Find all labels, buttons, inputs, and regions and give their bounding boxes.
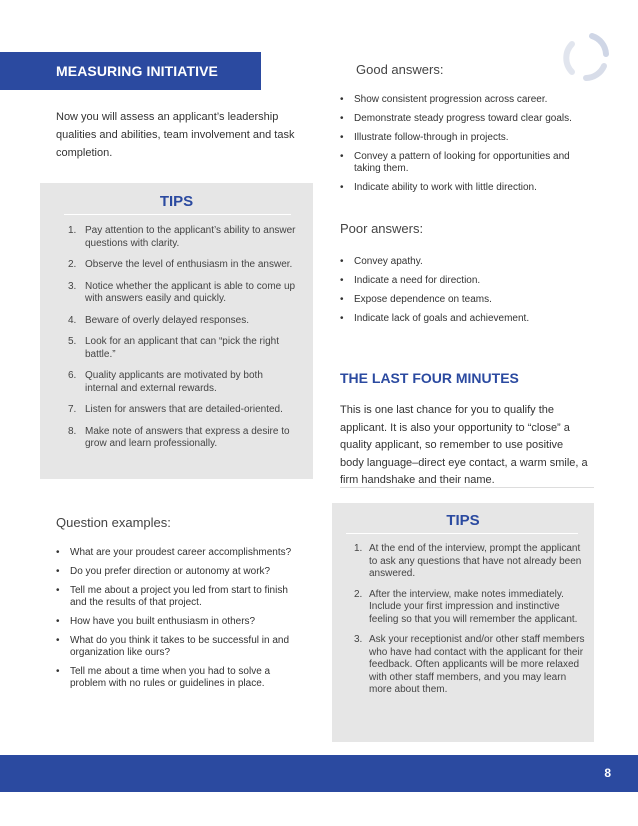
intro-paragraph: Now you will assess an applicant’s leadership qualities and abilities, team involvement and task completion. [56, 111, 295, 159]
tips-item-text: Ask your receptionist and/or other staff members who have had contact with the applicant for their feedback. Often applicants will be more relaxed with other staff members, and you may learn more about them. [369, 634, 585, 695]
question-examples-list [56, 547, 306, 697]
tips-item [68, 281, 298, 306]
tips-item [68, 426, 298, 451]
tips-item-text: Observe the level of enthusiasm in the answer. [85, 259, 293, 270]
list-item [340, 294, 590, 306]
list-item-text: Illustrate follow-through in projects. [354, 132, 509, 143]
tips-divider [346, 533, 578, 534]
bullet-icon: • [340, 275, 344, 286]
section-divider [340, 487, 594, 488]
list-item-text: Tell me about a project you led from start to finish and the results of that project. [70, 585, 288, 608]
circular-swirl-logo-icon [562, 30, 610, 86]
list-item [340, 132, 595, 144]
bullet-icon: • [340, 294, 344, 305]
tips-item-number: 7. [68, 404, 77, 415]
list-item [56, 666, 306, 690]
tips-divider [64, 214, 291, 215]
list-item-text: Demonstrate steady progress toward clear goals. [354, 113, 572, 124]
list-item [56, 616, 306, 628]
bullet-icon: • [340, 151, 344, 162]
tips-item [68, 370, 298, 395]
section-title-bar [0, 52, 261, 90]
list-item [340, 256, 590, 268]
tips-item-text: Beware of overly delayed responses. [85, 314, 249, 326]
tips-item-number: 3. [354, 634, 363, 645]
list-item [340, 275, 590, 287]
list-item-text: How have you built enthusiasm in others? [70, 616, 256, 627]
list-item-text: Indicate ability to work with little direction. [354, 182, 537, 193]
tips-item [354, 589, 590, 627]
tips-item-text: Pay attention to the applicant’s ability to answer questions with clarity. [85, 225, 296, 249]
bullet-icon: • [56, 566, 60, 577]
tips-item [68, 225, 298, 250]
list-item [340, 313, 590, 325]
bullet-icon: • [56, 666, 60, 677]
tips-item-number: 2. [354, 588, 363, 600]
tips-item-number: 1. [68, 225, 77, 236]
tips-item-text: At the end of the interview, prompt the applicant to ask any questions that have not already been answered. [369, 543, 582, 579]
last-four-minutes-heading: THE LAST FOUR MINUTES [340, 370, 519, 386]
tips-item-number: 2. [68, 259, 77, 270]
tips-item-text: Notice whether the applicant is able to come up with answers easily and quickly. [85, 280, 296, 304]
footer-bar [0, 755, 638, 792]
tips-item-text: Quality applicants are motivated by both internal and external rewards. [85, 370, 263, 394]
tips-box-left [40, 183, 313, 479]
bullet-icon: • [56, 547, 60, 558]
bullet-icon: • [340, 313, 344, 324]
list-item [56, 566, 306, 578]
list-item-text: Convey apathy. [354, 256, 423, 267]
list-item-text: Do you prefer direction or autonomy at work? [70, 566, 271, 577]
bullet-icon: • [340, 113, 344, 124]
tips-item-number: 1. [354, 543, 363, 554]
tips-list [68, 225, 298, 460]
list-item-text: Tell me about a time when you had to solve a problem with no rules or guidelines in place. [70, 666, 271, 689]
bullet-icon: • [56, 585, 60, 596]
bullet-icon: • [340, 94, 344, 105]
list-item [340, 113, 595, 125]
poor-answers-heading: Poor answers: [340, 221, 424, 236]
tips-item [68, 259, 298, 272]
tips-item-text: Make note of answers that express a desire to grow and learn professionally. [85, 425, 290, 449]
list-item-text: What are your proudest career accomplishments? [70, 547, 292, 558]
tips-list [354, 543, 590, 705]
list-item-text: What do you think it takes to be successful in and organization like ours? [70, 635, 290, 658]
bullet-icon: • [56, 616, 60, 627]
tips-title: TIPS [159, 193, 194, 210]
tips-item [68, 315, 298, 328]
tips-item-number: 8. [68, 425, 77, 437]
list-item [56, 635, 306, 659]
tips-item [354, 543, 590, 581]
bullet-icon: • [340, 182, 344, 193]
last-four-minutes-body: This is one last chance for you to qualify the applicant. It is also your opportunity to “close” a quality applicant, so remember to use positive body language–direct eye contact, a warm smile, a firm handshake and their name. [340, 404, 588, 486]
bullet-icon: • [340, 256, 344, 267]
list-item-text: Show consistent progression across career. [354, 94, 548, 105]
poor-answers-list [340, 256, 590, 332]
list-item [340, 182, 595, 194]
list-item-text: Indicate lack of goals and achievement. [354, 313, 530, 324]
bullet-icon: • [56, 635, 60, 646]
tips-item-text: Look for an applicant that can “pick the right battle.” [85, 336, 280, 360]
list-item-text: Convey a pattern of looking for opportunities and taking them. [354, 151, 570, 174]
tips-item [68, 336, 298, 361]
good-answers-heading: Good answers: [356, 62, 444, 77]
tips-item-text: Listen for answers that are detailed-oriented. [85, 404, 283, 415]
section-title: MEASURING INITIATIVE [56, 63, 218, 79]
tips-item-number: 5. [68, 336, 77, 347]
list-item [340, 94, 595, 106]
list-item [56, 585, 306, 609]
tips-box-right [332, 503, 594, 742]
tips-item-text: After the interview, make notes immediately. Include your first impression and instinctive feeling so that you will remember the applicant. [369, 588, 578, 625]
list-item-text: Indicate a need for direction. [354, 275, 481, 286]
tips-item-number: 3. [68, 280, 77, 292]
list-item-text: Expose dependence on teams. [354, 294, 492, 305]
tips-item [68, 404, 298, 417]
tips-item [354, 634, 590, 697]
tips-item-number: 4. [68, 314, 77, 326]
good-answers-list [340, 94, 595, 201]
page-number: 8 [604, 766, 611, 780]
tips-item-number: 6. [68, 370, 77, 381]
bullet-icon: • [340, 132, 344, 143]
list-item [340, 151, 595, 175]
tips-title: TIPS [446, 512, 480, 529]
list-item [56, 547, 306, 559]
question-examples-heading: Question examples: [56, 515, 171, 530]
